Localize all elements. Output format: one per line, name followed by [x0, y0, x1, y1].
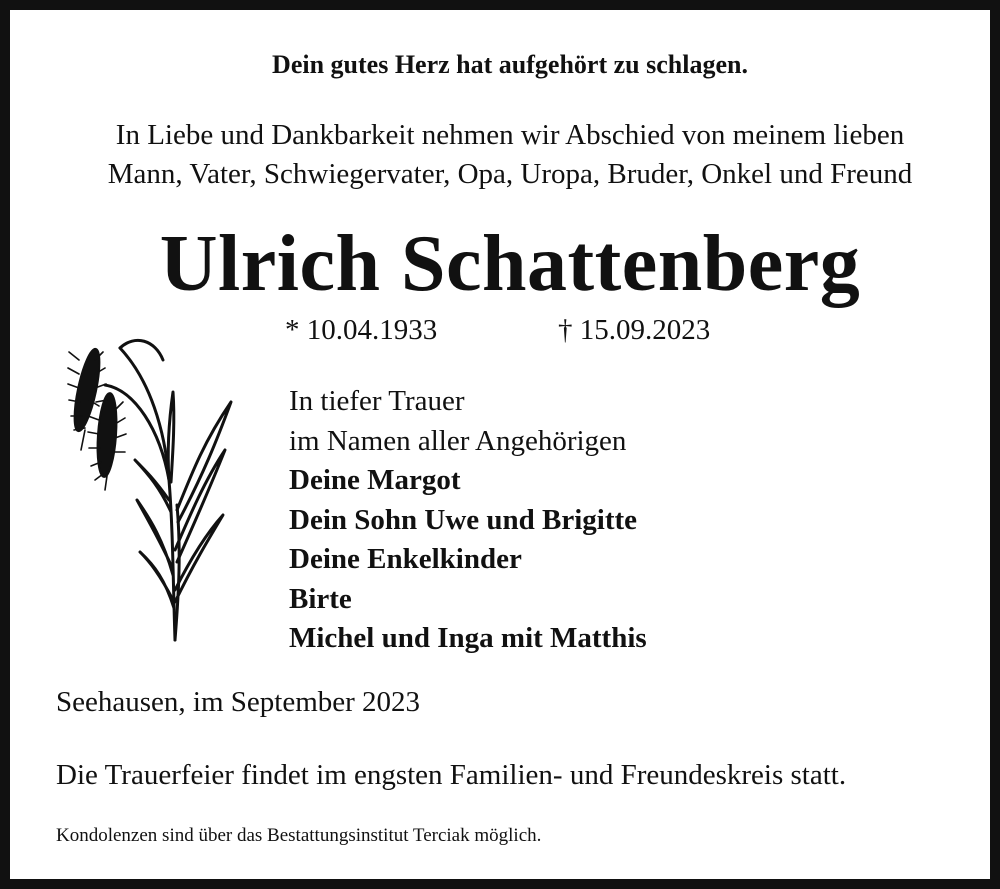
wheat-icon	[65, 330, 240, 645]
mourner-line: im Namen aller Angehörigen	[289, 424, 627, 457]
deceased-name: Ulrich Schattenberg	[159, 220, 861, 308]
place-date: Seehausen, im September 2023	[56, 686, 421, 718]
mourner-line: In tiefer Trauer	[289, 385, 465, 417]
condolence-note: Kondolenzen sind über das Bestattungsinstitut Terciak möglich.	[56, 825, 542, 846]
intro-line: Mann, Vater, Schwiegervater, Opa, Uropa, Bruder, Onkel und Freund	[107, 158, 913, 190]
mourners-list	[289, 382, 647, 659]
mourner-line: Deine Enkelkinder	[289, 543, 522, 575]
death-date: † 15.09.2023	[558, 314, 711, 346]
heading: Dein gutes Herz hat aufgehört zu schlagen.	[272, 50, 748, 79]
intro-line: In Liebe und Dankbarkeit nehmen wir Abschied von meinem lieben	[115, 119, 905, 151]
birth-date: * 10.04.1933	[285, 314, 438, 346]
mourner-line: Deine Margot	[289, 464, 461, 496]
mourner-line: Dein Sohn Uwe und Brigitte	[289, 503, 638, 536]
mourner-line: Birte	[289, 582, 352, 615]
mourner-line: Michel und Inga mit Matthis	[289, 622, 647, 654]
intro-text	[10, 116, 1000, 194]
ceremony-note: Die Trauerfeier findet im engsten Familien- und Freundeskreis statt.	[56, 759, 847, 791]
